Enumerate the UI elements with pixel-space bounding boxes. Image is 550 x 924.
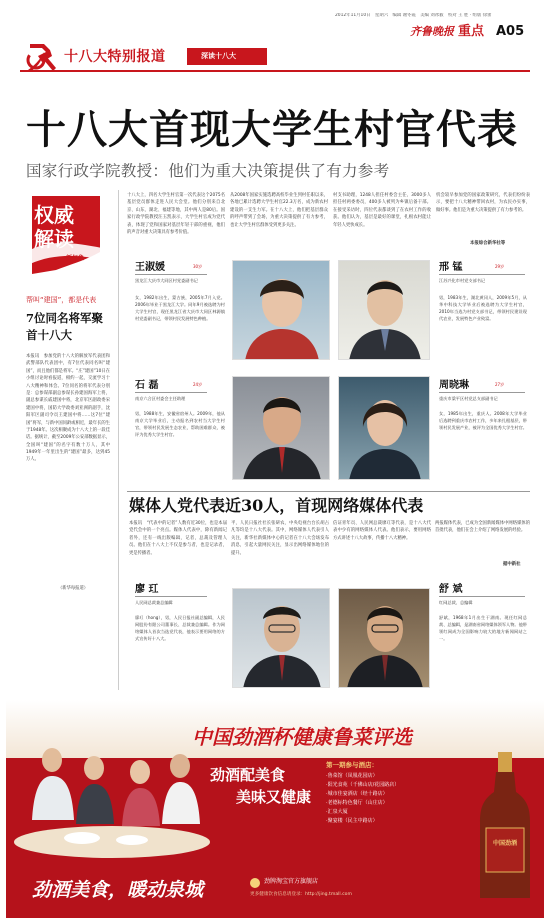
column-title: 十八大特别报道 [64, 49, 166, 65]
profile-age: 30岁 [193, 264, 203, 269]
ad-bottle-label: 中国劲酒 [492, 840, 517, 847]
interpretation-badge [26, 190, 106, 276]
portrait-photo [338, 588, 430, 688]
ad-venue-item: ·阳光食苑（千佛山店/花园路店） [326, 782, 400, 789]
main-subheadline: 国家行政学院教授：他们为重大决策提供了有力参考 [26, 162, 390, 180]
ad-venue-item: ·汇泉大厦 [326, 809, 348, 816]
profile-bio: 男，1988年生，安徽省宿州人。2009年，他从南京大学毕业后，主动报名到农村当大学生村官，带领村民发展生态农业，帮助困难群众，被评为优秀大学生村官。 [135, 411, 225, 438]
name-rule [439, 596, 525, 597]
profile-name: 廖 玒 [135, 584, 159, 595]
profile-bio: 女，1985年出生，重庆人。2008年大学毕业后选聘到重庆市农村工作，多年来扎根基层，带领村民发展产业，被评为全国优秀大学生村官。 [439, 411, 527, 431]
portrait-photo [232, 588, 330, 688]
second-title-rule [127, 491, 530, 492]
portrait-photo [232, 376, 330, 480]
profile-bio: 男，1983年生，湖北黄冈人，2009年5月，从华中科技大学毕业后被选聘为大学生村官，2010年当选为村党支部书记，带领村民建设现代农业，发展特色产业致富。 [439, 295, 527, 322]
profile-name: 舒 斌 [439, 584, 463, 595]
profile-name: 石 磊 [135, 380, 159, 391]
profile-age: 29岁 [495, 264, 505, 269]
sidebar-body: 本报讯 参加党的十八大的解放军代表团和武警部队代表团中，有7位代表同名叫“建国”，而且他们都是将军。“庄”建国”10日在小组讨论时看报道，相约一起，交流学习十八大精神和体会。7位同名的将军代表分别是：总参谋部副总参谋长孙建国海军上将，副总参谋长戚建国中将，北京军区副政委宋建国中将，国防大学政委刘亚洲的副手，沈阳军区副司令员王建国中将……这7位“建国”将军，与新中国同龄或相近，最年长的生于1948年。这次相聚成为十八大上的一段佳话。据统计，截至2009年公安部数据显示，全国叫“建国”的名字有数十万人，其中1949年一年里出生的“建国”最多，达到45万人。 [26, 354, 110, 463]
profile-card-shu [335, 582, 530, 692]
ad-shop-name: 劲牌淘宝官方旗舰店 [264, 878, 319, 885]
profile-role: 南京六合区村委会主任助理 [135, 396, 186, 401]
ad-bottle-image [476, 752, 534, 902]
profile-card-zhou [335, 376, 530, 486]
masthead-meta: 2012年11月10日 星期六 编辑 谢冬霞 美编 刘冰毅 校对 王 胜 · 组版 徐蕾 [335, 13, 492, 18]
profile-card-shi [135, 376, 335, 486]
portrait-photo [232, 260, 330, 360]
sidebar-title: 7位同名将军聚首十八大 [26, 311, 104, 342]
main-headline: 十八大首现大学生村官代表 [26, 106, 518, 153]
profile-name: 王淑媛 [135, 262, 165, 273]
second-headline: 媒体人党代表近30人，首现网络媒体代表 [129, 496, 424, 515]
profile-card-wang [135, 260, 335, 372]
ad-url: 更多健康饮食信息请登录：http://jing.tmall.com [250, 892, 352, 897]
name-rule [135, 392, 207, 393]
ad-line2: 美味又健康 [236, 788, 312, 806]
article-col-3: 村支书助理，1248人担任村委会主任，3000多人担任村两委委员，400多人被列为乡镇后备干部。在接受采访时，四位代表都谈到了在农村工作的收获。他们认为，基层是最好的课堂，扎根农村能让年轻人更快成长。 [333, 193, 431, 228]
name-rule [439, 274, 525, 275]
ad-slogan: 中国劲酒杯健康鲁菜评选 [192, 725, 412, 749]
profile-role: 红网总裁、总编辑 [439, 600, 473, 605]
second-col-1: 本报讯 “代表中的记者”人数有近30位，也是本届党代会中的一个亮点。媒体人代表中，除有新闻记者外，还有一线出版编辑，记者，总裁及管理人员。他们在十八大上不仅是参与者，也是记录者，更是传播者。 [129, 521, 227, 556]
portrait-photo [338, 260, 430, 360]
ad-diners-photo [12, 730, 212, 860]
name-rule [135, 274, 207, 275]
ad-line1: 劲酒配美食 [210, 766, 286, 784]
profile-role: 人民网总裁兼总编辑 [135, 600, 173, 605]
ad-venue-item: ·鲁菜馆（凤凰花园店） [326, 773, 378, 780]
page-number: A05 [496, 24, 525, 39]
profile-bio: 廖玒（hong），男，人民日报社副总编辑，人民网股份有限公司董事长、总裁兼总编辑。作为网络媒体人首次当选党代表，他表示要用网络的方式宣传好十八大。 [135, 615, 225, 642]
section-label: 重点 [458, 24, 485, 39]
ad-venue-item: ·城市佳宴酒店（经十路店） [326, 791, 388, 798]
profile-card-liao [135, 582, 335, 692]
header-rule [20, 70, 530, 72]
profile-age: 24岁 [193, 382, 203, 387]
profile-name: 邢 锰 [439, 262, 463, 273]
profile-age: 27岁 [495, 382, 505, 387]
ad-venue-heading: 第一期参与酒店： [326, 761, 378, 769]
article-col-1: 十八大上，四名大学生村官第一次代表这个2075名基层党员群体走进人民大会堂。他们分别来自北京、山东、湖北、福建等地，其中两人是80后。国家行政学院教授汪玉凯表示，大学生村官成为党代表，体现了党和国家对基层年轻干部的重视，他们的声音对重大决策具有参考价值。 [127, 193, 225, 235]
second-source: 据中新社 [503, 562, 521, 567]
portrait-photo [338, 376, 430, 480]
ad-footer-slogan: 劲酒美食，暖动泉城 [32, 879, 204, 901]
profile-role: 重庆市梁平区村党总支部副书记 [439, 396, 498, 401]
sidebar-divider [118, 190, 119, 690]
name-rule [135, 596, 207, 597]
profile-bio: 女，1982年出生，蒙古族，2005年7月入党。2006年毕业于黑龙江大学。同年9月被选聘为村大学生村官，现任黑龙江省大庆市大同区林源镇村党委副书记，带领村民发展特色种植。 [135, 295, 225, 322]
second-col-2: 平，人民日报社社长张研农，中央电视台台长胡占凡等均是十八大代表。其中，网络媒体人代表引人关注，新华社新媒体中心的记者在十八大会场发布消息，引起大量网民关注，显示出网络媒体地位的提升。 [231, 521, 329, 556]
ad-venue-list [326, 760, 466, 850]
article-col-4: 机会较早参加党的国家政策研究，代表们纷纷表示，要把十八大精神带回农村，为农民办实事，做好事。他们是为重大决策提供了有力参考的。 [436, 193, 530, 213]
second-col-3: 信证青年员、人民网总裁廖玒等代表，是十八大代表中少有的网络媒体人代表。他们表示，要用网络方式讲述十八大故事，传播十八大精神。 [333, 521, 431, 541]
second-col-4: 两报媒体代表，已成为全国新闻媒体中网络媒体的首批代表，他们在会上介绍了网络发展的经验。 [435, 521, 530, 534]
profile-name: 周晓琳 [439, 380, 469, 391]
profile-card-xing [335, 260, 530, 372]
subcolumn-label: 深读十八大 [201, 52, 236, 60]
profile-role: 黑龙江大庆市大同区村党委副书记 [135, 278, 198, 283]
name-rule [439, 392, 525, 393]
brand-logo: 齐鲁晚报 [410, 25, 454, 38]
badge-line1: 权威 [34, 203, 74, 227]
subcolumn-tag [187, 48, 267, 65]
party-emblem-icon [22, 40, 62, 74]
advertisement [6, 700, 544, 918]
article-source: 本报综合新华社等 [470, 241, 506, 246]
ad-shop-logo-icon [250, 878, 260, 888]
ad-venue-item: ·聚宴楼（民主中路店） [326, 818, 378, 825]
badge-line2: 解读 [34, 227, 74, 251]
ad-venue-item: ·老德标特色餐厅（山庄店） [326, 800, 388, 807]
badge-line3: 新气象 [66, 255, 85, 262]
article-col-2: 从2008年国家实施选聘高校毕业生到村任职以来，各地已累计选聘大学生村官22.3万名，成为新农村建设的一支生力军。在十八大上，他们把基层群众的呼声带到了会场，为重大决策提供了有力参考，也让大学生村官群体受到更多关注。 [230, 193, 328, 228]
profile-role: 江苏兴化市村党支部书记 [439, 278, 486, 283]
profile-bio: 舒斌，1968年1月出生于湖南。现任红网总裁、总编辑，是湖南省网络媒体领军人物。他带领红网成为全国影响力较大的地方新闻网站之一。 [439, 615, 527, 642]
sidebar-lead: 帮叫“建国”，都是代表 [26, 296, 97, 304]
sidebar-source: （新华每报道） [58, 586, 89, 591]
